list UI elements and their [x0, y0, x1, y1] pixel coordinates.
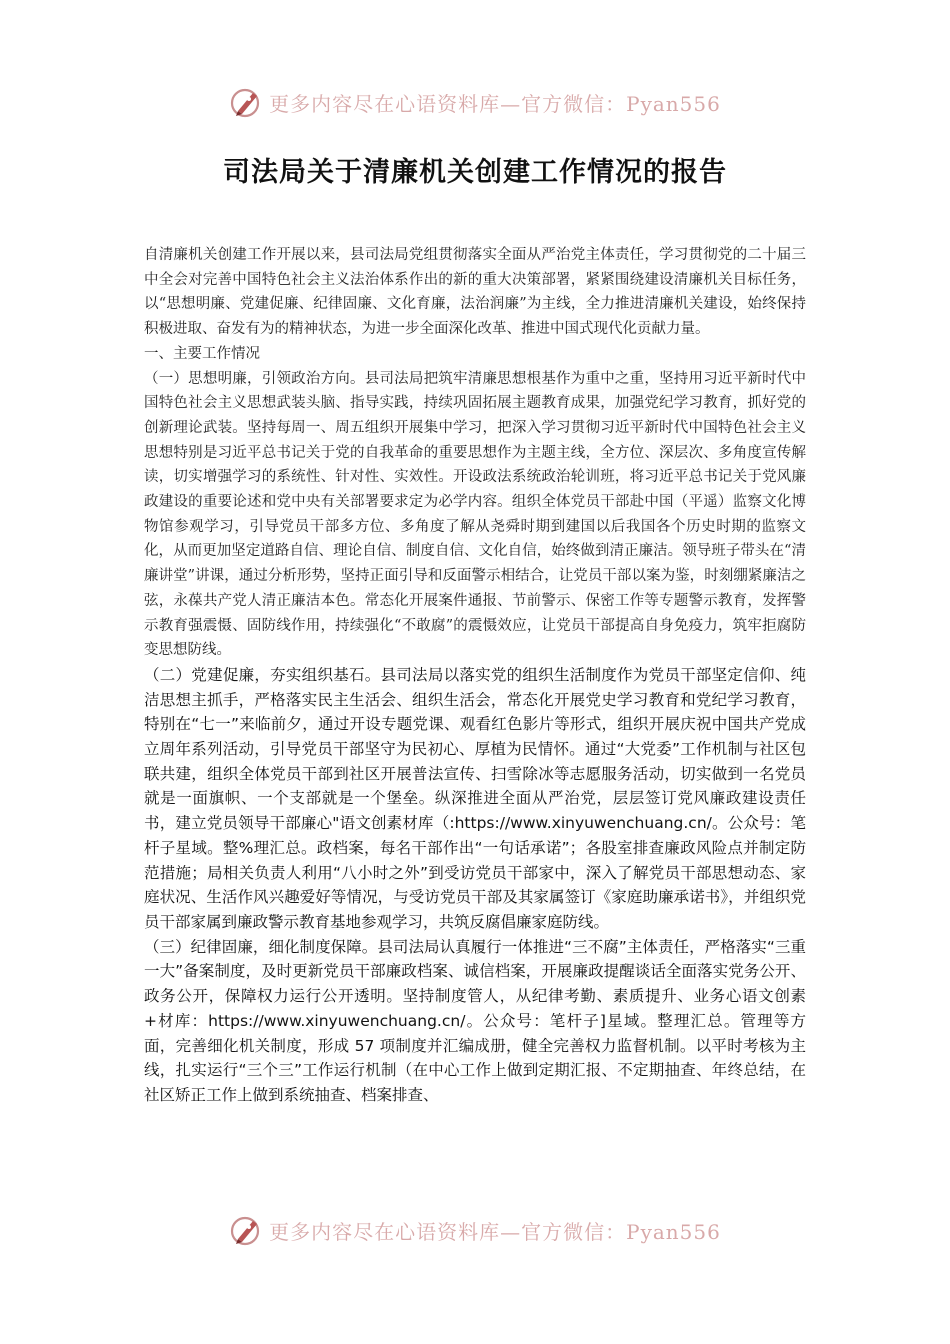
- page-title: 司法局关于清廉机关创建工作情况的报告: [223, 157, 727, 188]
- intro-paragraph: 自清廉机关创建工作开展以来，县司法局党组贯彻落实全面从严治党主体责任，学习贯彻党的二十届三中全会对完善中国特色社会主义法治体系作出的新的重大决策部署，紧紧围绕建设清廉机关目标任务，以“思想明廉、党建促廉、纪律固廉、文化育廉，法治润廉”为主线，全力推进清廉机关建设，始终保持积极进取、奋发有为的精神状态，为进一步全面深化改革、推进中国式现代化贡献力量。: [144, 247, 806, 338]
- pen-logo-icon: [229, 1213, 263, 1247]
- watermark-text: 更多内容尽在心语资料库—官方微信：Pyan556: [269, 91, 721, 116]
- watermark-banner-bottom: [0, 1210, 950, 1250]
- watermark-text: 更多内容尽在心语资料库—官方微信：Pyan556: [269, 1219, 721, 1244]
- section-heading: 一、主要工作情况: [144, 345, 260, 362]
- paragraph-party-building: （二）党建促廉，夯实组织基石。县司法局以落实党的组织生活制度作为党员干部坚定信仰、纯洁思想主抓手，严格落实民主生活会、组织生活会，常态化开展党史学习教育和党纪学习教育，特别在“七一”来临前夕，通过开设专题党课、观看红色影片等形式，组织开展庆祝中国共产党成立周年系列活动，引导党员干部坚守为民初心、厚植为民情怀。通过“大党委”工作机制与社区包联共建，组织全体党员干部到社区开展普法宣传、扫雪除冰等志愿服务活动，切实做到一名党员就是一面旗帜、一个支部就是一个堡垒。纵深推进全面从严治党，层层签订党风廉政建设责任书，建立党员领导干部廉心"语文创素材库（:https://www.xinyuwenchuang.cn/。公众号：笔杆子星域。整%理汇总。政档案，每名干部作出“一句话承诺”；各股室排查廉政风险点并制定防范措施；局相关负责人利用“八小时之外”到受访党员干部家中，深入了解党员干部思想动态、家庭状况、生活作风兴趣爱好等情况，与受访党员干部及其家属签订《家庭助廉承诺书》，并组织党员干部家属到廉政警示教育基地参观学习，共筑反腐倡廉家庭防线。: [144, 665, 806, 931]
- pen-logo-icon: [229, 85, 263, 119]
- paragraph-discipline: （三）纪律固廉，细化制度保障。县司法局认真履行一体推进“三不腐”主体责任，严格落实“三重一大”备案制度，及时更新党员干部廉政档案、诚信档案，开展廉政提醒谈话全面落实党务公开、政务公开，保障权力运行公开透明。坚持制度管人，从纪律考勤、素质提升、业务心语文创素+材库：https://www.xinyuwenchuang.cn/。公众号：笔杆子]星域。整理汇总。管理等方面，完善细化机关制度，形成 57 项制度并汇编成册，健全完善权力监督机制。以平时考核为主线，扎实运行“三个三”工作运行机制（在中心工作上做到定期汇报、不定期抽查、年终总结，在社区矫正工作上做到系统抽查、档案排查、: [144, 937, 806, 1104]
- document-body: [144, 243, 806, 1108]
- paragraph-thought: （一）思想明廉，引领政治方向。县司法局把筑牢清廉思想根基作为重中之重，坚持用习近平新时代中国特色社会主义思想武装头脑、指导实践，持续巩固拓展主题教育成果，加强党纪学习教育，抓好党的创新理论武装。坚持每周一、周五组织开展集中学习，把深入学习贯彻习近平新时代中国特色社会主义思想特别是习近平总书记关于党的自我革命的重要思想作为主题主线，全方位、深层次、多角度宣传解读，切实增强学习的系统性、针对性、实效性。开设政法系统政治轮训班，将习近平总书记关于党风廉政建设的重要论述和党中央有关部署要求定为必学内容。组织全体党员干部赴中国（平遥）监察文化博物馆参观学习，引导党员干部多方位、多角度了解从尧舜时期到建国以后我国各个历史时期的监察文化，从而更加坚定道路自信、理论自信、制度自信、文化自信，始终做到清正廉洁。领导班子带头在“清廉讲堂”讲课，通过分析形势，坚持正面引导和反面警示相结合，让党员干部以案为鉴，时刻绷紧廉洁之弦，永葆共产党人清正廉洁本色。常态化开展案件通报、节前警示、保密工作等专题警示教育，发挥警示教育强震慑、固防线作用，持续强化“不敢腐”的震慑效应，让党员干部提高自身免疫力，筑牢拒腐防变思想防线。: [144, 370, 806, 659]
- watermark-banner-top: [0, 82, 950, 122]
